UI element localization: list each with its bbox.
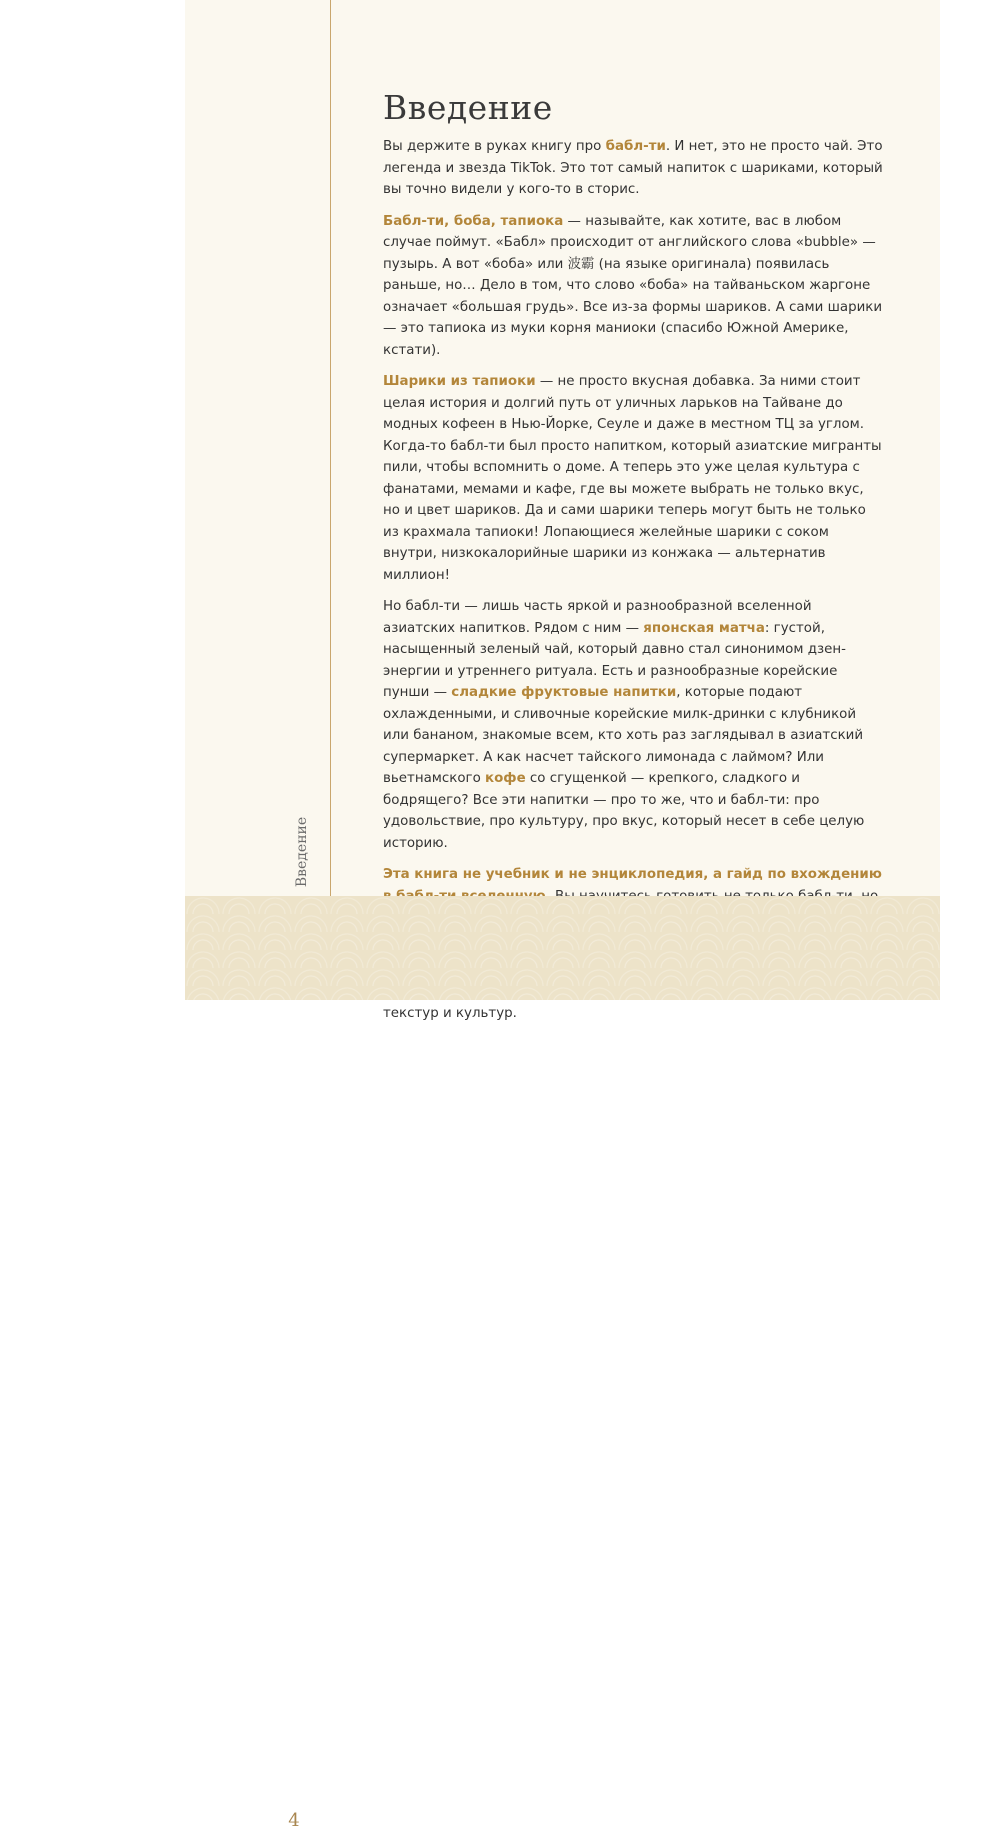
text-run: Но бабл-ти — лишь часть яркой и разнообразной вселенной азиатских напитков. Рядом с ним —: [383, 599, 812, 636]
highlighted-term: бабл-ти: [605, 139, 666, 154]
text-run: — называйте, как хотите, вас в любом случае поймут. «Бабл» происходит от английского слова «bubble» — пузырь. А вот «боба» или 波霸 (на языке оригинала) появилась раньше, но… Дело в том, что слово «боба» на тайваньском жаргоне означает «большая грудь». Все из-за формы шариков. А сами шарики — это тапиока из муки корня маниоки (спасибо Южной Америке, кстати).: [383, 213, 883, 358]
paragraph: [383, 211, 883, 362]
page-number: 4: [288, 1810, 300, 1831]
body-text: [383, 136, 883, 1025]
main-content: [383, 88, 883, 1035]
paragraph: [383, 371, 883, 586]
vertical-divider: [330, 0, 331, 896]
running-header-label: Введение: [294, 816, 310, 888]
text-run: Вы держите в руках книгу про: [383, 139, 606, 154]
highlighted-term: Шарики из тапиоки: [383, 374, 536, 389]
running-header: [291, 812, 313, 892]
text-run: . И нет, это не просто чай. Это легенда и звезда TikTok. Это тот самый напиток с шариками, который вы точно видели у кого-то в сторис.: [383, 139, 883, 197]
highlighted-term: японская матча: [643, 620, 765, 636]
paragraph: [383, 596, 883, 854]
page-title: Введение: [383, 88, 553, 127]
highlighted-term: сладкие фруктовые напитки: [451, 685, 677, 700]
highlighted-term: Бабл-ти, боба, тапиока: [383, 213, 564, 229]
book-page: [185, 0, 940, 1831]
paragraph: [383, 136, 883, 201]
text-run: : густой, насыщенный зеленый чай, который давно стал синонимом дзен-энергии и утреннего ритуала. Есть и разнообразные корейские пунши —: [383, 620, 846, 700]
highlighted-term: Эта книга не учебник и не энциклопедия, а гайд по вхождению: [383, 867, 882, 882]
text-run: — не просто вкусная добавка. За ними стоит целая история и долгий путь от уличных ларьков на Тайване до модных кофеен в Нью-Йорке, Сеуле и даже в местном ТЦ за углом. Когда-то бабл-ти был просто напитком, который азиатские мигранты пили, чтобы вспомнить о доме. А теперь это уже целая культура с фанатами, мемами и кафе, где вы можете выбрать не только вкус, но и цвет шариков. Да и сами шарики теперь могут быть не только из крахмала тапиоки! Лопающиеся желейные шарики с соком внутри, низкокалорийные шарики из конжака — альтернатив миллион!: [383, 374, 882, 583]
text-run: текстур и культур.: [383, 1006, 517, 1021]
highlighted-term: кофе: [485, 771, 526, 786]
text-run: со сгущенкой — крепкого, сладкого и бодрящего? Все эти напитки — про то же, что и бабл-ти: про удовольствие, про культуру, про вкус, который несет в себе целую историю.: [383, 771, 865, 851]
text-run: , которые подают охлажденными, и сливочные корейские милк-дринки с клубникой или бананом, знакомые всем, кто хоть раз заглядывал в азиатский супермаркет. А как насчет тайского лимонада с лаймом? Или вьетнамского: [383, 685, 864, 786]
